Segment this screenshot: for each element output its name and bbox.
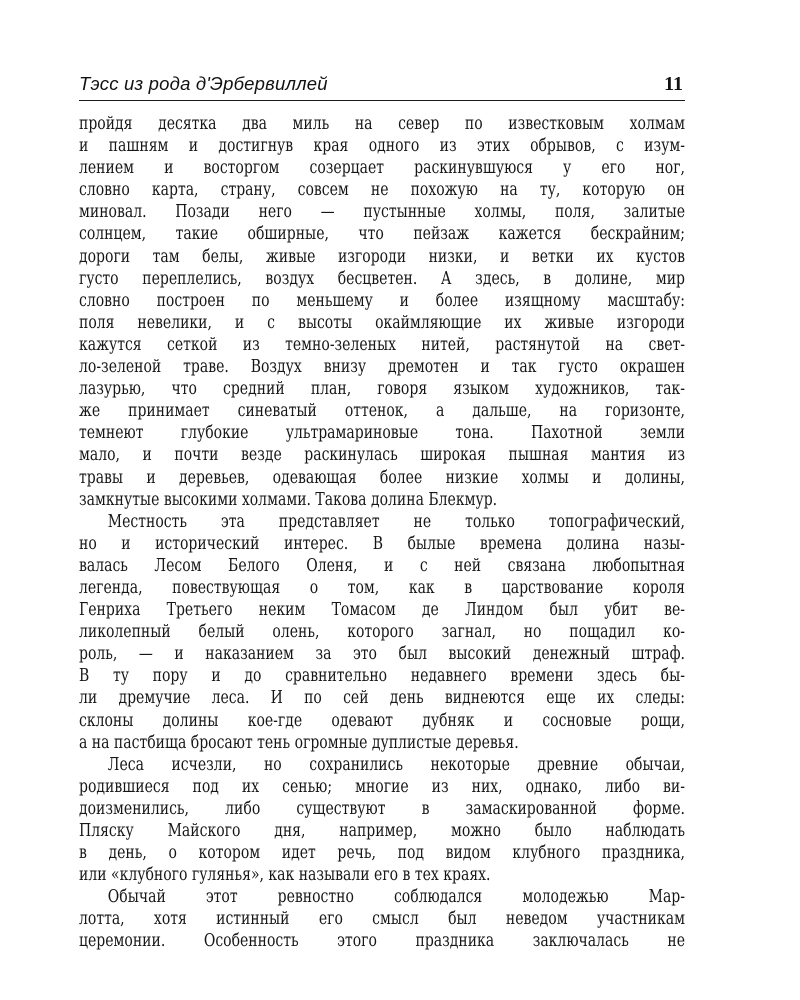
- text-line: легенда, повествующая о том, как в царствование короля: [79, 577, 685, 598]
- text-line: Леса исчезли, но сохранились некоторые древние обычаи,: [107, 754, 686, 775]
- text-line: мало, и почти везде раскинулась широкая пышная мантия из: [79, 445, 685, 466]
- text-line: словно карта, страну, совсем не похожую на ту, которую он: [79, 180, 685, 201]
- text-line: миновал. Позади него — пустынные холмы, поля, залитые: [79, 202, 685, 223]
- body-text: [79, 113, 685, 953]
- text-line: и пашням и достигнув края одного из этих обрывов, с изум-: [79, 136, 685, 157]
- text-line: валась Лесом Белого Оленя, и с ней связана любопытная: [79, 555, 685, 576]
- text-line: Обычай этот ревностно соблюдался молодежью Мар-: [107, 887, 686, 908]
- text-line: пройдя десятка два миль на север по известковым холмам: [79, 114, 685, 134]
- text-line: же принимает синеватый оттенок, а дальше, на горизонте,: [79, 401, 685, 422]
- text-line: травы и деревьев, одевающая более низкие холмы и долины,: [79, 467, 685, 488]
- text-line: лением и восторгом созерцает раскинувшуюся у его ног,: [79, 158, 685, 179]
- page-number: 11: [664, 73, 683, 95]
- text-line: Пляску Майского дня, например, можно было наблюдать: [79, 821, 685, 841]
- text-line: ликолепный белый олень, которого загнал, но пощадил ко-: [79, 622, 685, 643]
- book-title: Тэсс из рода д'Эрбервиллей: [79, 73, 328, 94]
- text-line: ли дремучие леса. И по сей день виднеются еще их следы:: [79, 688, 685, 709]
- text-line: густо переплелись, воздух бесцветен. А здесь, в долине, мир: [79, 268, 685, 289]
- text-line: в день, о котором идет речь, под видом клубного праздника,: [79, 843, 685, 864]
- text-line: но и исторический интерес. В былые времена долина назы-: [79, 533, 685, 554]
- text-line: церемонии. Особенность этого праздника заключалась не: [79, 931, 685, 952]
- text-line: или «клубного гулянья», как называли его в тех краях.: [79, 865, 491, 886]
- text-line: солнцем, такие обширные, что пейзаж кажется бескрайним;: [79, 224, 685, 245]
- text-line: замкнутые высокими холмами. Такова долина Блекмур.: [79, 489, 498, 510]
- text-line: Местность эта представляет не только топографический,: [107, 511, 686, 532]
- text-line: доизменились, либо существуют в замаскированной форме.: [79, 798, 685, 819]
- running-header: [79, 74, 685, 101]
- text-line: а на пастбища бросают тень огромные дуплистые деревья.: [79, 732, 519, 753]
- text-line: роль, — и наказанием за это был высокий денежный штраф.: [79, 644, 685, 665]
- text-line: дороги там белы, живые изгороди низки, и ветки их кустов: [79, 246, 685, 267]
- text-line: лазурью, что средний план, говоря языком художников, так-: [79, 379, 685, 400]
- text-line: Генриха Третьего неким Томасом де Линдом был убит ве-: [79, 600, 685, 621]
- text-line: склоны долины кое-где одевают дубняк и сосновые рощи,: [79, 710, 685, 731]
- text-line: ло-зеленой траве. Воздух внизу дремотен и так густо окрашен: [79, 357, 685, 378]
- text-line: родившиеся под их сенью; многие из них, однако, либо ви-: [79, 776, 685, 797]
- text-line: лотта, хотя истинный его смысл был неведом участникам: [79, 909, 685, 930]
- text-line: В ту пору и до сравнительно недавнего времени здесь бы-: [79, 666, 685, 687]
- text-line: темнеют глубокие ультрамариновые тона. Пахотной земли: [79, 423, 685, 444]
- text-line: поля невелики, и с высоты окаймляющие их живые изгороди: [79, 312, 685, 333]
- text-line: кажутся сеткой из темно-зеленых нитей, растянутой на свет-: [79, 334, 685, 355]
- text-line: словно построен по меньшему и более изящному масштабу:: [79, 290, 685, 311]
